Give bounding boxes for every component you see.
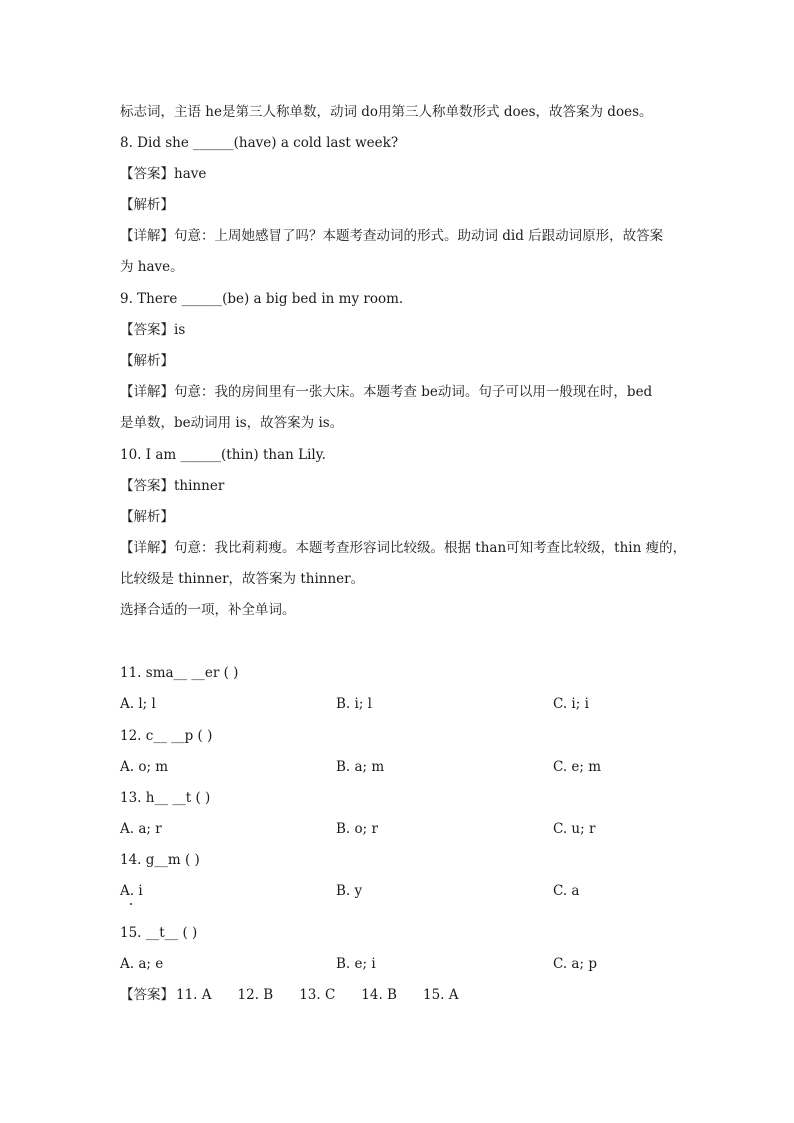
text-line: 标志词，主语 he是第三人称单数，动词 do用第三人称单数形式 does，故答案为 does。 (120, 104, 653, 120)
question-stem: 12. c__ __p ( ) (120, 728, 213, 744)
question-stem: 11. sma__ __er ( ) (120, 665, 239, 681)
option-b: B. e; i (336, 956, 376, 972)
option-c: C. u; r (553, 821, 596, 837)
option-c: C. a (553, 883, 580, 899)
detail-9-line-2: 是单数，be动词用 is，故答案为 is。 (120, 415, 344, 431)
option-a: A. o; m (120, 759, 169, 775)
detail-8-line-1: 【详解】句意：上周她感冒了吗？本题考查动词的形式。助动词 did 后跟动词原形，故答案 (120, 228, 664, 244)
question-stem: 15. __t__ ( ) (120, 925, 198, 941)
answer-11: 11. A (176, 987, 212, 1003)
analysis-label-9: 【解析】 (120, 353, 174, 369)
answer-13: 13. C (299, 987, 336, 1003)
options-row (120, 820, 680, 838)
options-row (120, 758, 680, 776)
detail-8-line-2: 为 have。 (120, 259, 184, 275)
answer-10: 【答案】thinner (120, 478, 225, 494)
options-row (120, 955, 680, 973)
analysis-label-8: 【解析】 (120, 197, 174, 213)
options-row (120, 882, 680, 900)
option-c: C. e; m (553, 759, 602, 775)
answer-12: 12. B (237, 987, 274, 1003)
option-b: B. y (336, 883, 363, 899)
option-a: A. a; e (120, 956, 164, 972)
option-b: B. i; l (336, 696, 372, 712)
option-b: B. o; r (336, 821, 378, 837)
question-stem: 14. g__m ( ) (120, 852, 200, 868)
answer-8: 【答案】have (120, 166, 207, 182)
option-a: A. l; l (120, 696, 156, 712)
answer-key (120, 986, 485, 1004)
answer-9: 【答案】is (120, 322, 186, 338)
detail-10-line-2: 比较级是 thinner，故答案为 thinner。 (120, 571, 365, 587)
answer-tag: 【答案】 (120, 987, 174, 1003)
question-8: 8. Did she ______(have) a cold last week? (120, 135, 399, 151)
option-a: A. a; r (120, 821, 162, 837)
option-c: C. a; p (553, 956, 597, 972)
detail-10-line-1: 【详解】句意：我比莉莉瘦。本题考查形容词比较级。根据 than可知考查比较级，thin 瘦的， (120, 540, 687, 556)
section-heading: 选择合适的一项，补全单词。 (120, 602, 296, 618)
option-a: A. i (120, 883, 143, 899)
detail-9-line-1: 【详解】句意：我的房间里有一张大床。本题考查 be动词。句子可以用一般现在时，bed (120, 384, 653, 400)
stray-dot (130, 903, 132, 905)
question-stem: 13. h__ __t ( ) (120, 790, 211, 806)
analysis-label-10: 【解析】 (120, 509, 174, 525)
answer-14: 14. B (361, 987, 397, 1003)
option-b: B. a; m (336, 759, 385, 775)
option-c: C. i; i (553, 696, 589, 712)
question-9: 9. There ______(be) a big bed in my room. (120, 291, 404, 307)
options-row (120, 695, 680, 713)
question-10: 10. I am ______(thin) than Lily. (120, 447, 326, 463)
answer-15: 15. A (422, 987, 459, 1003)
